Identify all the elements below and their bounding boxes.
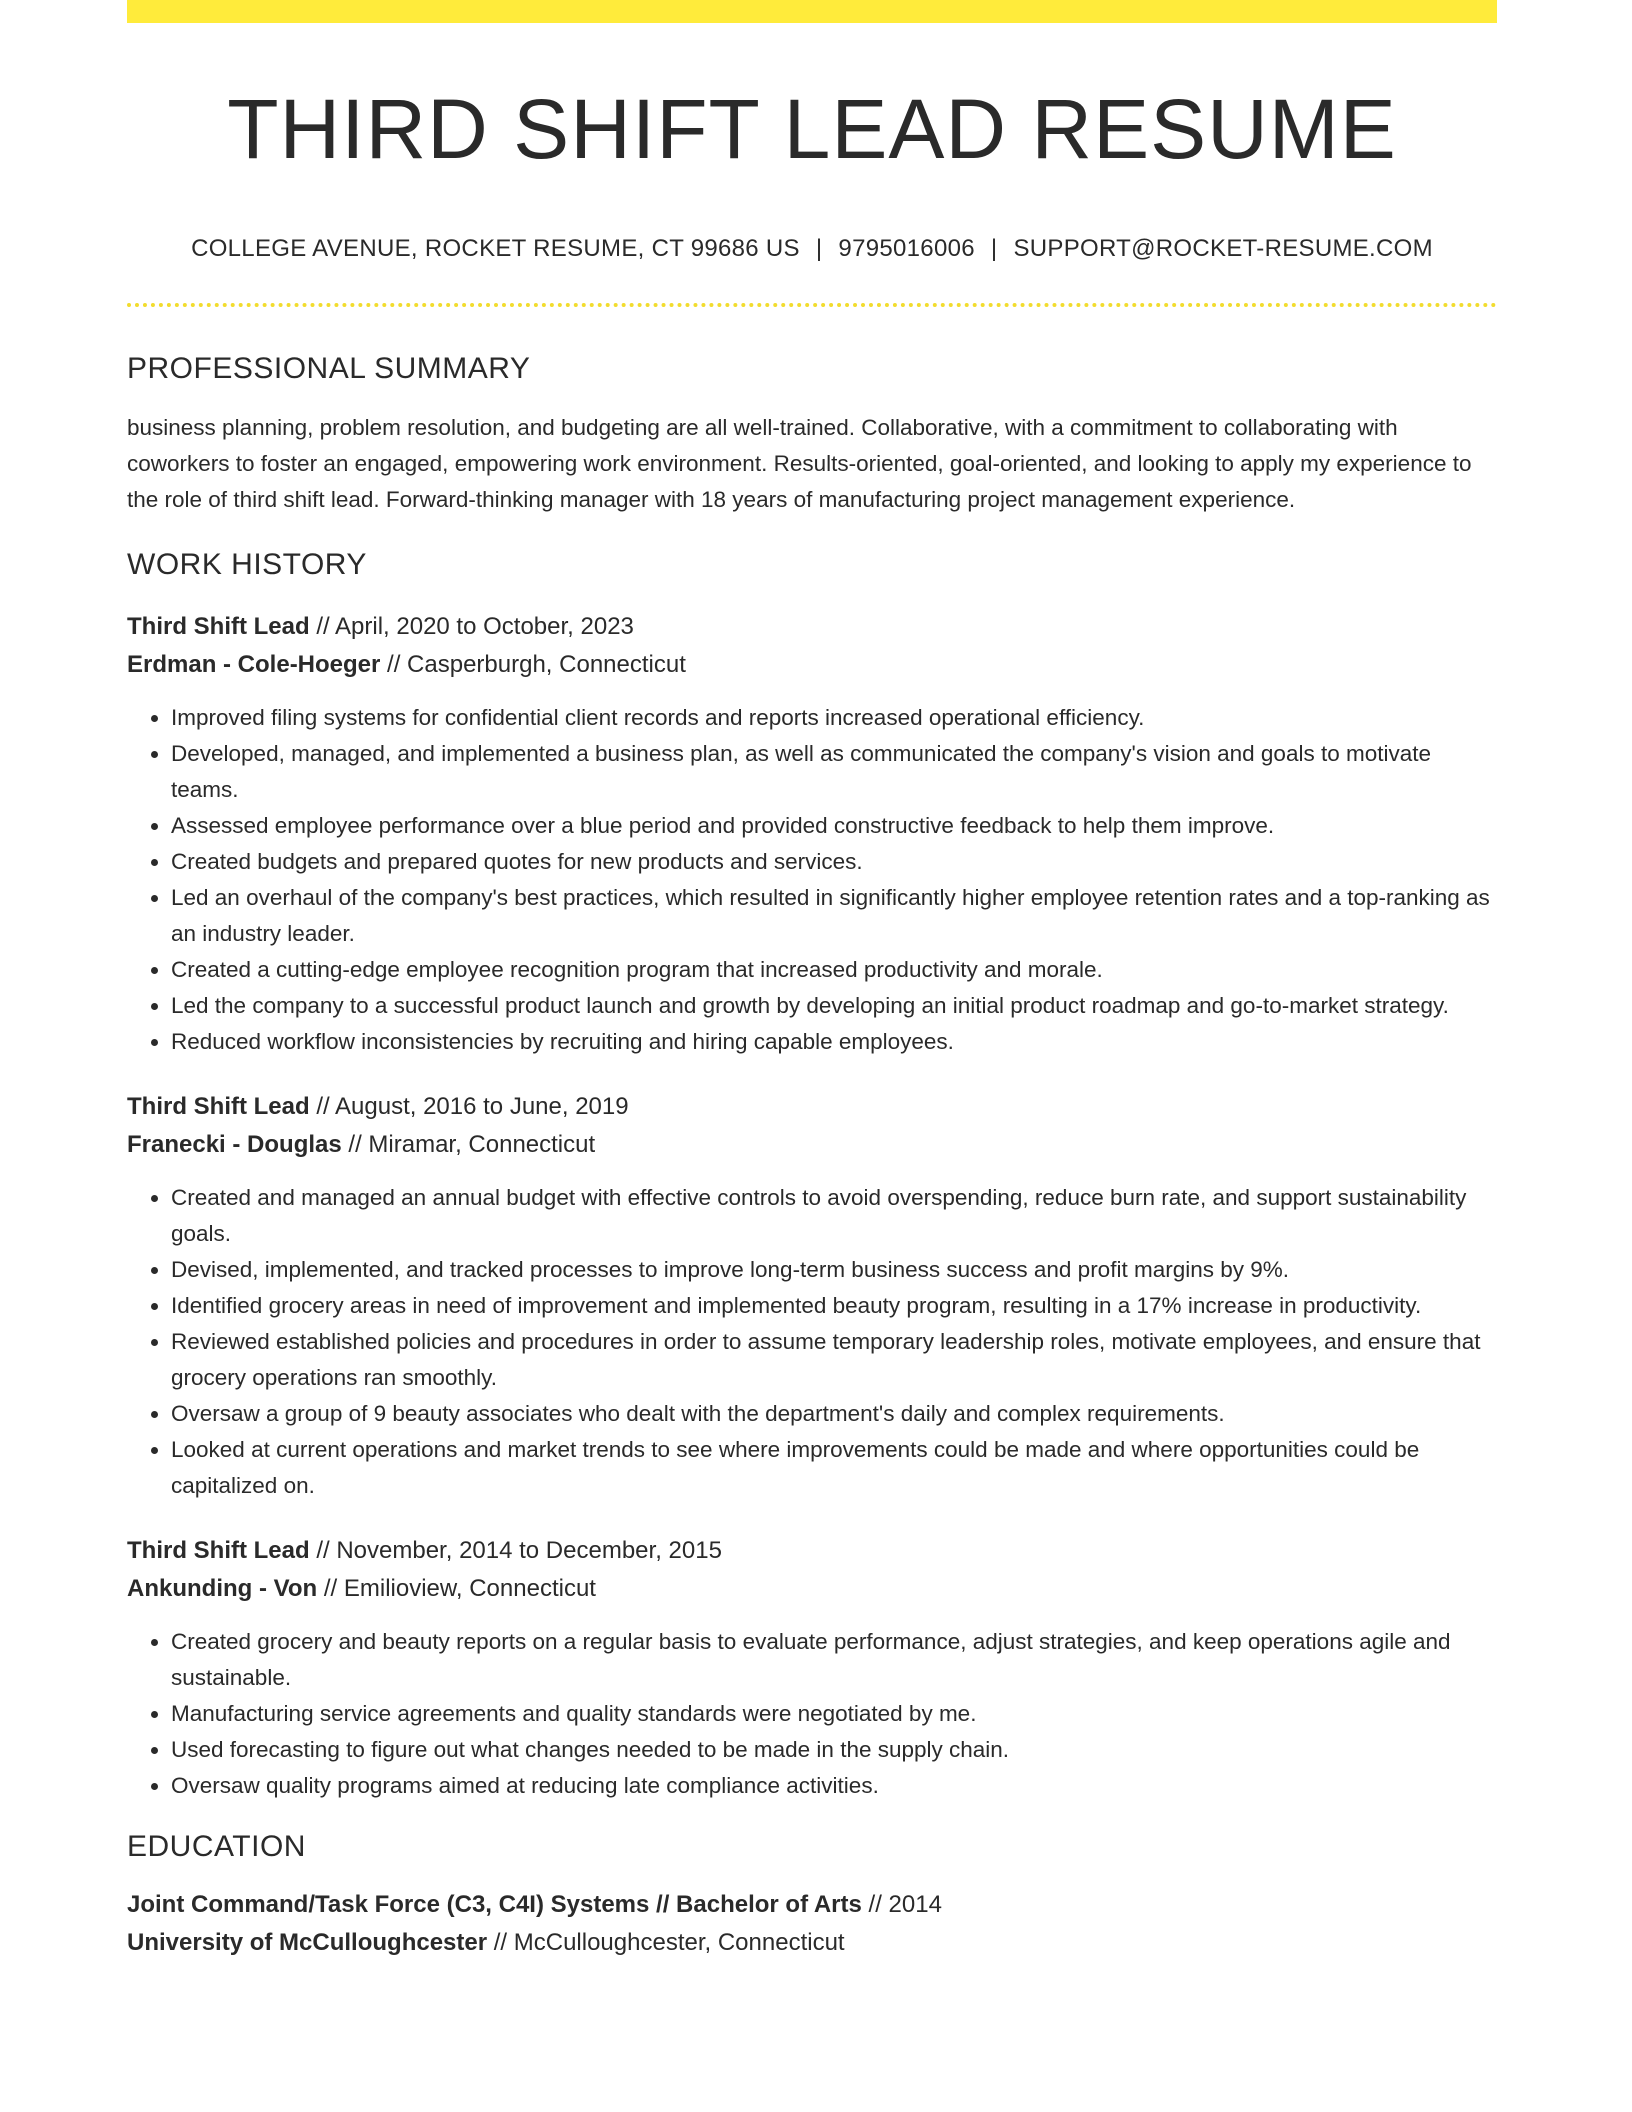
job-bullet: • Created a cutting-edge employee recognition program that increased productivity and morale. bbox=[171, 952, 1497, 988]
job-title: Third Shift Lead bbox=[127, 613, 310, 641]
job-title-line bbox=[127, 1088, 1497, 1126]
job-bullet: • Created grocery and beauty reports on a regular basis to evaluate performance, adjust strategies, and keep operations agile and sustainable. bbox=[171, 1624, 1497, 1696]
job-company-line bbox=[127, 646, 1497, 684]
job-company-line bbox=[127, 1126, 1497, 1164]
job-company: Franecki - Douglas bbox=[127, 1131, 342, 1159]
job-bullet: • Improved filing systems for confidential client records and reports increased operational efficiency. bbox=[171, 700, 1497, 736]
job-title-line bbox=[127, 1532, 1497, 1570]
job-bullet: • Assessed employee performance over a blue period and provided constructive feedback to help them improve. bbox=[171, 808, 1497, 844]
contact-separator: | bbox=[815, 235, 823, 263]
education-year: // 2014 bbox=[861, 1891, 942, 1919]
job-bullet: • Oversaw a group of 9 beauty associates who dealt with the department's daily and complex requirements. bbox=[171, 1396, 1497, 1432]
education-school-line bbox=[127, 1924, 1497, 1962]
contact-address: COLLEGE AVENUE, ROCKET RESUME, CT 99686 US bbox=[191, 235, 800, 263]
education-degree: Joint Command/Task Force (C3, C4I) Systems // Bachelor of Arts bbox=[127, 1891, 862, 1919]
job-entry bbox=[127, 608, 1497, 1060]
contact-separator: | bbox=[990, 235, 998, 263]
job-bullet: • Oversaw quality programs aimed at reducing late compliance activities. bbox=[171, 1768, 1497, 1804]
job-dates: // August, 2016 to June, 2019 bbox=[309, 1093, 629, 1121]
job-bullet: • Identified grocery areas in need of improvement and implemented beauty program, resulting in a 17% increase in productivity. bbox=[171, 1288, 1497, 1324]
education-degree-line bbox=[127, 1886, 1497, 1924]
job-entry bbox=[127, 1532, 1497, 1804]
job-company-line bbox=[127, 1570, 1497, 1608]
education-entry bbox=[127, 1886, 1497, 1962]
education-school: University of McCulloughcester bbox=[127, 1929, 488, 1957]
job-bullet: • Looked at current operations and market trends to see where improvements could be made and where opportunities could be capitalized on. bbox=[171, 1432, 1497, 1504]
summary-text: business planning, problem resolution, and budgeting are all well-trained. Collaborative, with a commitment to collaborating with coworkers to foster an engaged, empowering work environment. Results-oriented, goal-oriented, and looking to apply my experience to the role of third shift lead. Forward-thinking manager with 18 years of manufacturing project management experience. bbox=[127, 415, 1472, 513]
job-title: Third Shift Lead bbox=[127, 1093, 310, 1121]
job-title: Third Shift Lead bbox=[127, 1537, 310, 1565]
dotted-divider bbox=[127, 303, 1497, 307]
job-bullet: • Developed, managed, and implemented a business plan, as well as communicated the company's vision and goals to motivate teams. bbox=[171, 736, 1497, 808]
job-bullet: • Used forecasting to figure out what changes needed to be made in the supply chain. bbox=[171, 1732, 1497, 1768]
top-accent-bar bbox=[127, 0, 1497, 23]
education-location: // McCulloughcester, Connecticut bbox=[487, 1929, 845, 1957]
job-bullet: • Reduced workflow inconsistencies by recruiting and hiring capable employees. bbox=[171, 1024, 1497, 1060]
job-bullet: • Reviewed established policies and procedures in order to assume temporary leadership roles, motivate employees, and ensure that grocery operations ran smoothly. bbox=[171, 1324, 1497, 1396]
job-dates: // November, 2014 to December, 2015 bbox=[309, 1537, 722, 1565]
job-company: Erdman - Cole-Hoeger bbox=[127, 651, 381, 679]
education-heading: EDUCATION bbox=[127, 1830, 306, 1864]
job-bullet: • Created and managed an annual budget with effective controls to avoid overspending, reduce burn rate, and support sustainability goals. bbox=[171, 1180, 1497, 1252]
job-bullet-list bbox=[127, 1624, 1497, 1804]
job-location: // Emilioview, Connecticut bbox=[317, 1575, 596, 1603]
job-dates: // April, 2020 to October, 2023 bbox=[309, 613, 634, 641]
contact-email: SUPPORT@ROCKET-RESUME.COM bbox=[1013, 235, 1433, 263]
contact-phone: 9795016006 bbox=[838, 235, 975, 263]
job-company: Ankunding - Von bbox=[127, 1575, 318, 1603]
job-bullet-list bbox=[127, 1180, 1497, 1504]
job-bullet: • Created budgets and prepared quotes for new products and services. bbox=[171, 844, 1497, 880]
job-bullet: • Devised, implemented, and tracked processes to improve long-term business success and profit margins by 9%. bbox=[171, 1252, 1497, 1288]
job-bullet: • Led the company to a successful product launch and growth by developing an initial product roadmap and go-to-market strategy. bbox=[171, 988, 1497, 1024]
job-list bbox=[127, 608, 1497, 1804]
job-bullet: • Led an overhaul of the company's best practices, which resulted in significantly higher employee retention rates and a top-ranking as an industry leader. bbox=[171, 880, 1497, 952]
job-location: // Miramar, Connecticut bbox=[341, 1131, 596, 1159]
job-title-line bbox=[127, 608, 1497, 646]
contact-line bbox=[127, 235, 1497, 263]
job-bullet-list bbox=[127, 700, 1497, 1060]
summary-heading: PROFESSIONAL SUMMARY bbox=[127, 352, 531, 386]
resume-page bbox=[127, 0, 1497, 1962]
job-location: // Casperburgh, Connecticut bbox=[380, 651, 686, 679]
work-history-heading: WORK HISTORY bbox=[127, 548, 367, 582]
job-entry bbox=[127, 1088, 1497, 1504]
job-bullet: • Manufacturing service agreements and quality standards were negotiated by me. bbox=[171, 1696, 1497, 1732]
resume-title: THIRD SHIFT LEAD RESUME bbox=[227, 82, 1397, 176]
